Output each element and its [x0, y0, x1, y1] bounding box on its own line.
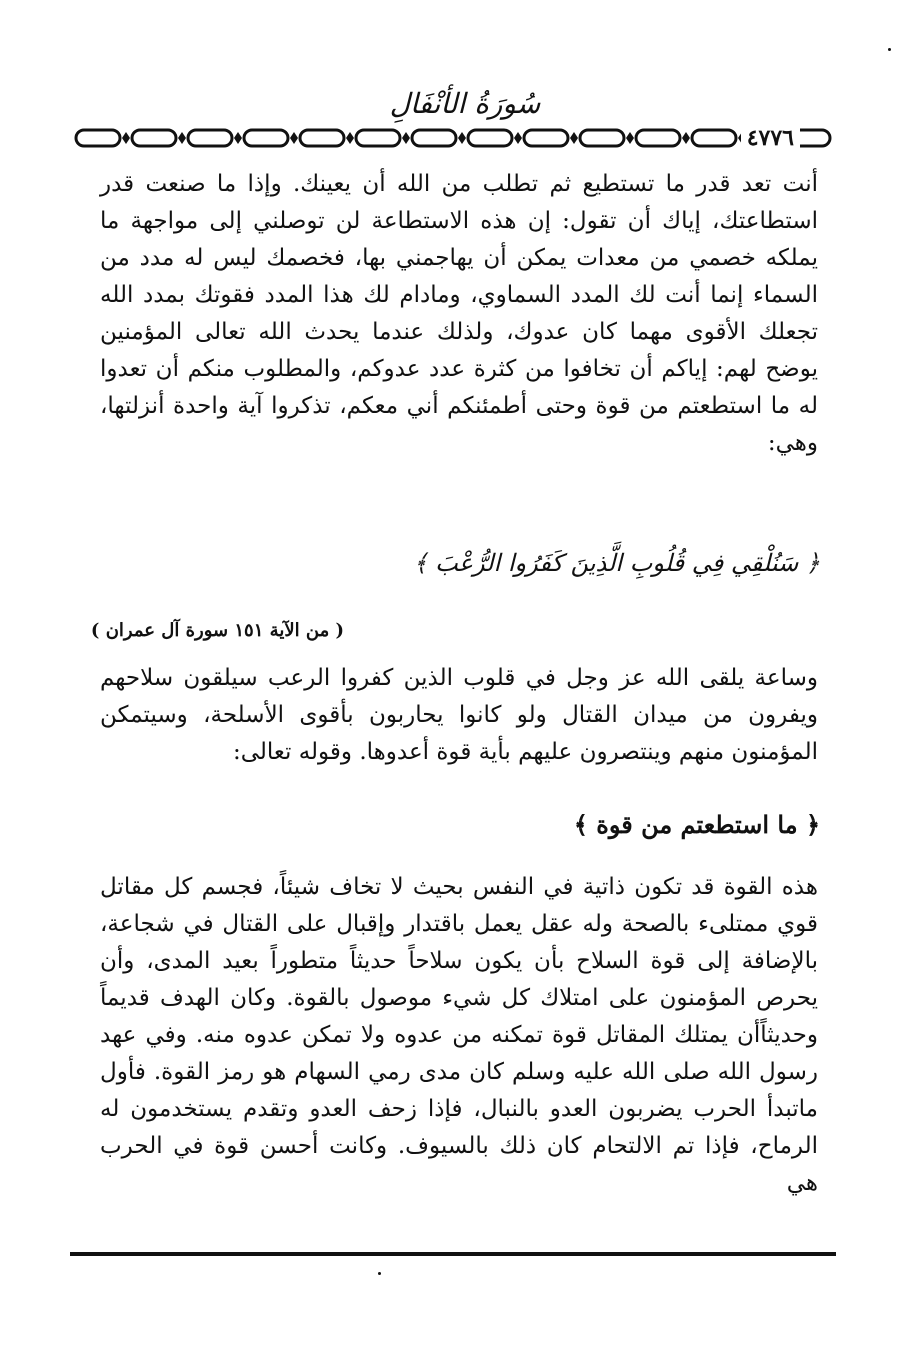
paragraph-1: أنت تعد قدر ما تستطيع ثم تطلب من الله أن يعينك. وإذا ما صنعت قدر استطاعتك، إياك أن تقول: إن هذه الاستطاعة لن توصلني إلى مواجهة ما يملكه خصمي من معدات يمكن أن يهاجمني بها، فخصمك ليس له مدد من السماء إنما أنت لك المدد السماوي، ومادام لك هذا المدد فقوتك بمدد الله تجعلك الأقوى مهما كان عدوك، ولذلك عندما يحدث الله تعالى المؤمنين يوضح لهم: إياكم أن تخافوا من كثرة عدد عدوكم، والمطلوب منكم أن تعدوا له ما استطعتم من قوة وحتى أطمئنكم أني معكم، تذكروا آية واحدة أنزلتها، وهي: [100, 171, 819, 456]
footer-dot [378, 1272, 381, 1275]
paragraph-2: وساعة يلقى الله عز وجل في قلوب الذين كفروا الرعب سيلقون سلاحهم ويفرون من ميدان القتال ولو كانوا يحاربون بأقوى الأسلحة، وسيتمكن المؤمنون منهم وينتصرون عليهم بأية قوة أعدوها. وقوله تعالى: [100, 665, 818, 765]
quran-verse-2: ﴿ ما استطعتم من قوة ﴾ [573, 810, 820, 839]
corner-dot [888, 48, 891, 51]
verse-reference: ( من الآية ١٥١ سورة آل عمران ) [90, 620, 344, 641]
header-ornament-band [70, 124, 840, 152]
paragraph-3: هذه القوة قد تكون ذاتية في النفس بحيث لا تخاف شيئاً، فجسم كل مقاتل قوي ممتلىء بالصحة وله عقل يعمل باقتدار وإقبال على القتال في شجاعة، بالإضافة إلى قوة السلاح بأن يكون سلاحاً حديثاً متطوراً بعيد المدى، وأن يحرص المؤمنون على امتلاك كل شيء موصول بالقوة. وكان الهدف قديماً وحديثاًأن يمتلك المقاتل قوة تمكنه من عدوه ولا تمكن عدوه منه. وفي عهد رسول الله صلى الله عليه وسلم كان مدى رمي السهام هو رمز القوة. فأول ماتبدأ الحرب يضربون العدو بالنبال، فإذا زحف العدو وتقدم يستخدمون له الرماح، فإذا تم الالتحام كان ذلك بالسيوف. وكانت أحسن قوة في الحرب هي [100, 874, 818, 1196]
footer-rule [70, 1252, 836, 1256]
page-number: ٤٧٧٦ [741, 124, 800, 152]
chain-ornament [70, 124, 840, 152]
quran-verse-1: ﴿ سَنُلْقِي فِي قُلُوبِ الَّذِينَ كَفَرُوا الرُّعْبَ ﴾ [413, 549, 820, 577]
surah-title: سُورَةُ الأنْفَالِ [389, 87, 541, 120]
